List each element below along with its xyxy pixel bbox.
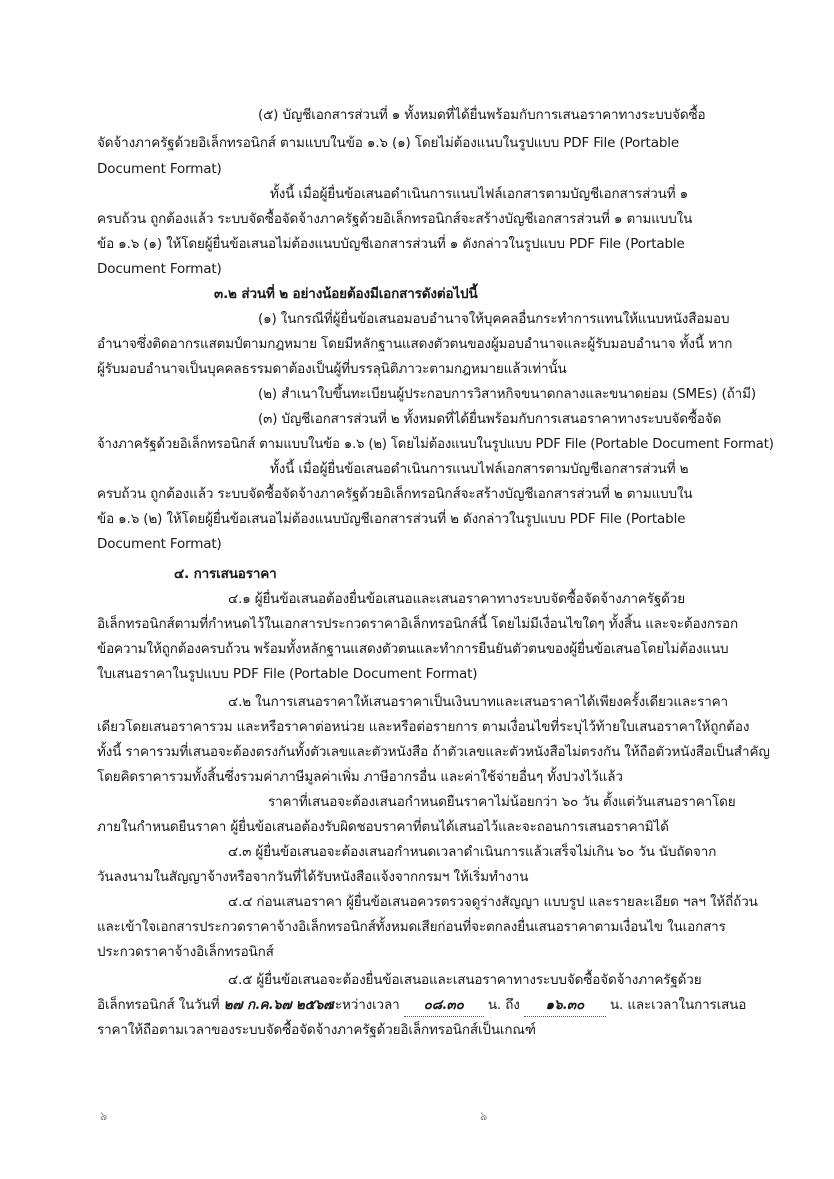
text-line: ประกวดราคาจ้างอิเล็กทรอนิกส์	[97, 944, 274, 960]
text-line: Document Format)	[97, 536, 222, 552]
text-line: ทั้งนี้ ราคารวมที่เสนอจะต้องตรงกันทั้งตัวเลขและตัวหนังสือ ถ้าตัวเลขและตัวหนังสือไม่ตรงกัน ให้ถือตัวหนังสือเป็นสำคัญ	[97, 744, 770, 760]
handwritten-time-to: ๑๖.๓๐	[524, 994, 606, 1017]
text-line: ๓.๒ ส่วนที่ ๒ อย่างน้อยต้องมีเอกสารดังต่อไปนี้	[214, 286, 478, 302]
text-line: (๒) สำเนาใบขึ้นทะเบียนผู้ประกอบการวิสาหกิจขนาดกลางและขนาดย่อม (SMEs) (ถ้ามี)	[258, 386, 756, 402]
text-line: ครบถ้วน ถูกต้องแล้ว ระบบจัดซื้อจัดจ้างภาครัฐด้วยอิเล็กทรอนิกส์จะสร้างบัญชีเอกสารส่วนที่ ๒ ตามแบบใน	[97, 486, 693, 502]
time-mid: น. ถึง	[487, 997, 520, 1013]
text-line: จัดจ้างภาครัฐด้วยอิเล็กทรอนิกส์ ตามแบบในข้อ ๑.๖ (๑) โดยไม่ต้องแนบในรูปแบบ PDF File (Portable	[97, 135, 679, 151]
text-line: (๕) บัญชีเอกสารส่วนที่ ๑ ทั้งหมดที่ได้ยื่นพร้อมกับการเสนอราคาทางระบบจัดซื้อ	[258, 107, 706, 123]
text-line: ทั้งนี้ เมื่อผู้ยื่นข้อเสนอดำเนินการแนบไฟล์เอกสารตามบัญชีเอกสารส่วนที่ ๑	[270, 186, 689, 202]
time-prefix: ระหว่างเวลา	[327, 997, 400, 1013]
time-suffix: น. และเวลาในการเสนอ	[609, 997, 747, 1013]
initial-mark-left: ঌ	[100, 1109, 108, 1123]
text-line: Document Format)	[97, 261, 222, 277]
text-line: ๔.๔ ก่อนเสนอราคา ผู้ยื่นข้อเสนอควรตรวจดูร่างสัญญา แบบรูป และรายละเอียด ฯลฯ ให้ถี่ถ้วน	[228, 894, 758, 910]
text-line: ข้อ ๑.๖ (๑) ให้โดยผู้ยื่นข้อเสนอไม่ต้องแนบบัญชีเอกสารส่วนที่ ๑ ดังกล่าวในรูปแบบ PDF File (Portable	[97, 236, 685, 252]
text-line: (๓) บัญชีเอกสารส่วนที่ ๒ ทั้งหมดที่ได้ยื่นพร้อมกับการเสนอราคาทางระบบจัดซื้อจัด	[258, 411, 722, 427]
text-line: จ้างภาครัฐด้วยอิเล็กทรอนิกส์ ตามแบบในข้อ ๑.๖ (๒) โดยไม่ต้องแนบในรูปแบบ PDF File (Portable Document Format)	[97, 436, 774, 452]
initial-mark-center: ঌ	[480, 1109, 488, 1123]
text-line: วันลงนามในสัญญาจ้างหรือจากวันที่ได้รับหนังสือแจ้งจากกรมฯ ให้เริ่มทำงาน	[97, 869, 529, 885]
text-line: ภายในกำหนดยืนราคา ผู้ยื่นข้อเสนอต้องรับผิดชอบราคาที่ตนได้เสนอไว้และจะถอนการเสนอราคามิได้	[97, 819, 669, 835]
text-line: ครบถ้วน ถูกต้องแล้ว ระบบจัดซื้อจัดจ้างภาครัฐด้วยอิเล็กทรอนิกส์จะสร้างบัญชีเอกสารส่วนที่ ๑ ตามแบบใน	[97, 211, 693, 227]
handwritten-time-from: ๐๘.๓๐	[404, 994, 484, 1017]
date-time-line	[97, 994, 746, 1017]
text-line: (๑) ในกรณีที่ผู้ยื่นข้อเสนอมอบอำนาจให้บุคคลอื่นกระทำการแทนให้แนบหนังสือมอบ	[258, 311, 730, 327]
text-line: ข้อ ๑.๖ (๒) ให้โดยผู้ยื่นข้อเสนอไม่ต้องแนบบัญชีเอกสารส่วนที่ ๒ ดังกล่าวในรูปแบบ PDF File (Portable	[97, 511, 686, 527]
text-line: ราคาที่เสนอจะต้องเสนอกำหนดยืนราคาไม่น้อยกว่า ๖๐ วัน ตั้งแต่วันเสนอราคาโดย	[268, 794, 736, 810]
text-line: ๔.๑ ผู้ยื่นข้อเสนอต้องยื่นข้อเสนอและเสนอราคาทางระบบจัดซื้อจัดจ้างภาครัฐด้วย	[228, 591, 685, 607]
text-line: ๔.๕ ผู้ยื่นข้อเสนอจะต้องยื่นข้อเสนอและเสนอราคาทางระบบจัดซื้อจัดจ้างภาครัฐด้วย	[228, 972, 702, 988]
text-line: ๔.๓ ผู้ยื่นข้อเสนอจะต้องเสนอกำหนดเวลาดำเนินการแล้วเสร็จไม่เกิน ๖๐ วัน นับถัดจาก	[228, 844, 717, 860]
handwritten-date: ๒๗ ก.ค.๖๗ ๒๕๖๗	[223, 997, 334, 1013]
text-line: ๔. การเสนอราคา	[174, 566, 277, 582]
text-line: ใบเสนอราคาในรูปแบบ PDF File (Portable Document Format)	[97, 666, 478, 682]
text-line: โดยคิดราคารวมทั้งสิ้นซึ่งรวมค่าภาษีมูลค่าเพิ่ม ภาษีอากรอื่น และค่าใช้จ่ายอื่นๆ ทั้งปวงไว้แล้ว	[97, 769, 623, 785]
text-line: Document Format)	[97, 161, 222, 177]
text-line: ข้อความให้ถูกต้องครบถ้วน พร้อมทั้งหลักฐานแสดงตัวตนและทำการยืนยันตัวตนของผู้ยื่นข้อเสนอโดยไม่ต้องแนบ	[97, 641, 729, 657]
text-line: ผู้รับมอบอำนาจเป็นบุคคลธรรมดาต้องเป็นผู้ที่บรรลุนิติภาวะตามกฎหมายแล้วเท่านั้น	[97, 361, 567, 377]
text-line: ทั้งนี้ เมื่อผู้ยื่นข้อเสนอดำเนินการแนบไฟล์เอกสารตามบัญชีเอกสารส่วนที่ ๒	[270, 461, 689, 477]
text-line: และเข้าใจเอกสารประกวดราคาจ้างอิเล็กทรอนิกส์ทั้งหมดเสียก่อนที่จะตกลงยื่นเสนอราคาตามเงื่อนไข ในเอกสาร	[97, 919, 726, 935]
text-line: ๔.๒ ในการเสนอราคาให้เสนอราคาเป็นเงินบาทและเสนอราคาได้เพียงครั้งเดียวและราคา	[228, 694, 728, 710]
date-prefix: อิเล็กทรอนิกส์ ในวันที่	[97, 997, 220, 1013]
text-line: อิเล็กทรอนิกส์ตามที่กำหนดไว้ในเอกสารประกวดราคาอิเล็กทรอนิกส์นี้ โดยไม่มีเงื่อนไขใดๆ ทั้งสิ้น และจะต้องกรอก	[97, 616, 738, 632]
text-line: เดียวโดยเสนอราคารวม และหรือราคาต่อหน่วย และหรือต่อรายการ ตามเงื่อนไขที่ระบุไว้ท้ายใบเสนอราคาให้ถูกต้อง	[97, 719, 750, 735]
text-line: อำนาจซึ่งติดอากรแสตมป์ตามกฎหมาย โดยมีหลักฐานแสดงตัวตนของผู้มอบอำนาจและผู้รับมอบอำนาจ ทั้งนี้ หาก	[97, 336, 733, 352]
closing-line: ราคาให้ถือตามเวลาของระบบจัดซื้อจัดจ้างภาครัฐด้วยอิเล็กทรอนิกส์เป็นเกณฑ์	[97, 1022, 536, 1038]
